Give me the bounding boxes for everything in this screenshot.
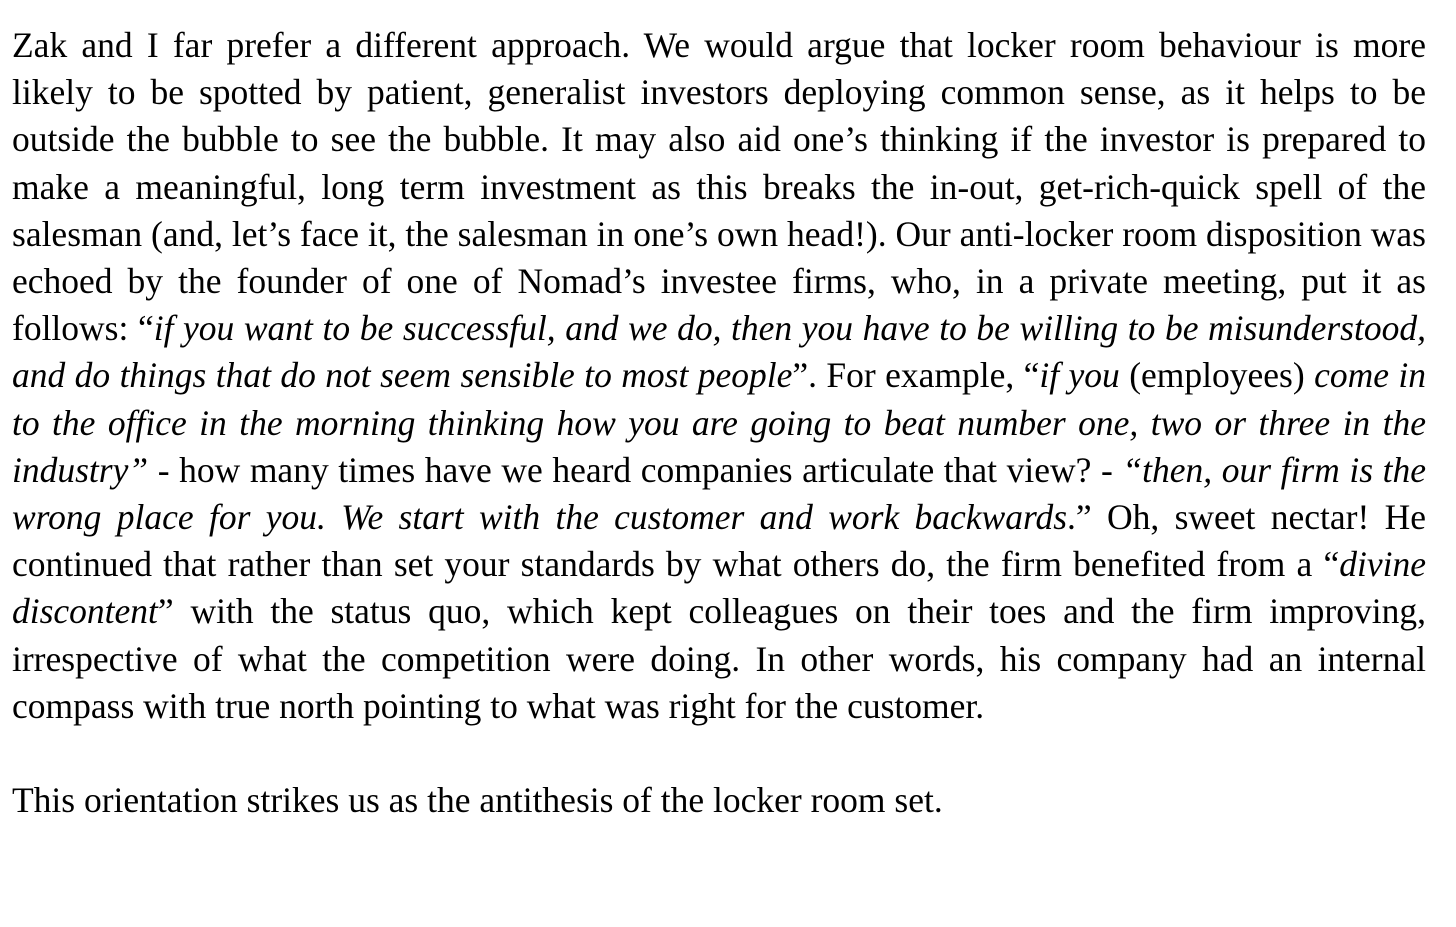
- text-run: Zak and I far prefer a different approach. We would argue that locker room behaviour is more likely to be spotted by patient, generalist investors deploying common sense, as it helps to be outside the bubble to see the bubble. It may also aid one’s thinking if the investor is prepared to make a meaningful, long term investment as this breaks the in-out, get-rich-quick spell of the salesman (and, let’s face it, the salesman in one’s own head!). Our anti-locker room disposition was echoed by the founder of one of Nomad’s investee firms, who, in a private meeting, put it as follows: “: [12, 25, 1426, 349]
- paragraph-orientation: This orientation strikes us as the antithesis of the locker room set.: [12, 780, 943, 821]
- text-run: ”. For example, “: [792, 355, 1040, 396]
- text-run: - how many times have we heard companies articulate that view? -: [148, 449, 1123, 490]
- italic-quote-if-you: if you: [1039, 355, 1120, 396]
- paragraph-approach: [12, 22, 1426, 730]
- text-run: .” Oh, sweet nectar! He continued that rather than set your standards by what others do, the firm benefited from a “: [12, 497, 1426, 585]
- document-page: [12, 22, 1426, 824]
- text-run: (employees): [1119, 355, 1315, 396]
- italic-quote-office: come in to the office in the morning thinking how you are going to beat number one, two or three in the industry”: [12, 355, 1426, 490]
- italic-quote-divine-discontent: divine discontent: [12, 544, 1426, 632]
- text-run: ” with the status quo, which kept colleagues on their toes and the firm improving, irrespective of what the competition were doing. In other words, his company had an internal compass with true north pointing to what was right for the customer.: [12, 591, 1426, 726]
- italic-quote-wrong-place: “then, our firm is the wrong place for you. We start with the customer and work backwards: [12, 449, 1426, 538]
- italic-quote-misunderstood: if you want to be successful, and we do, then you have to be willing to be misunderstood, and do things that do not seem sensible to most people: [12, 308, 1426, 396]
